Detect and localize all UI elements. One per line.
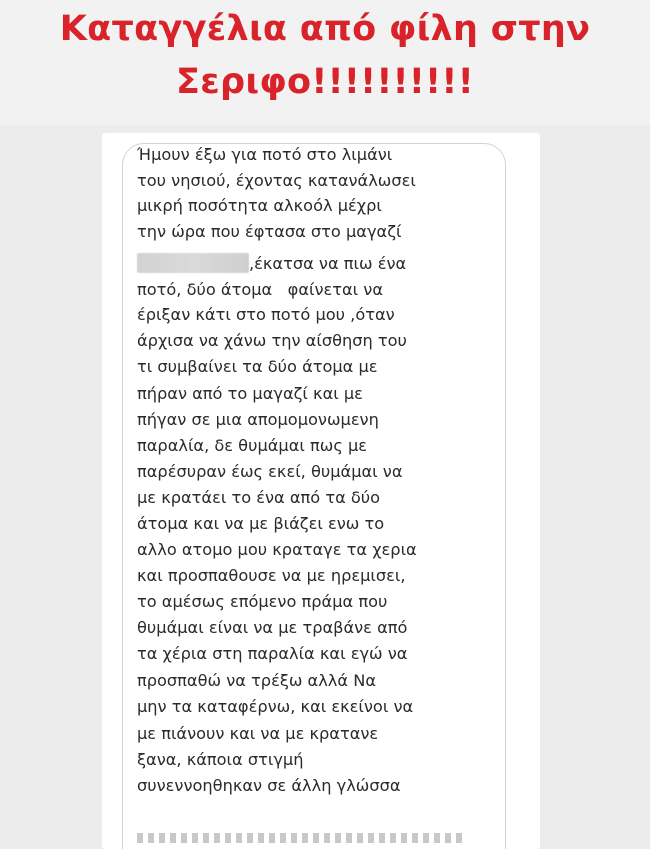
message-line: Ήμουν έξω για ποτό στο λιμάνι — [137, 145, 393, 164]
message-line: αλλο ατομο μου κραταγε τα χερια — [137, 540, 417, 559]
message-line: τα χέρια στη παραλία και εγώ να — [137, 644, 408, 663]
message-line: ξανα, κάποια στιγμή — [137, 750, 304, 769]
headline-line-1: Καταγγέλια από φίλη στην — [59, 9, 591, 49]
message-line-text: ,έκατσα να πιω ένα — [249, 254, 407, 273]
message-line: θυμάμαι είναι να με τραβάνε από — [137, 618, 408, 637]
header-banner — [0, 0, 650, 125]
message-line: μικρή ποσότητα αλκοόλ μέχρι — [137, 196, 382, 215]
message-line: άτομα και να με βιάζει ενω το — [137, 514, 385, 533]
message-line: πήγαν σε μια απομομονωμενη — [137, 410, 379, 429]
message-line-redacted — [137, 252, 406, 276]
message-screenshot — [102, 133, 540, 849]
message-line: άρχισα να χάνω την αίσθηση του — [137, 331, 407, 350]
message-line: προσπαθώ να τρέξω αλλά Να — [137, 671, 376, 690]
message-line: με κρατάει το ένα από τα δύο — [137, 488, 381, 507]
message-line: τι συμβαίνει τα δύο άτομα με — [137, 357, 378, 376]
message-line: συνεννοηθηκαν σε άλλη γλώσσα — [137, 776, 401, 795]
message-line: μην τα καταφέρνω, και εκείνοι να — [137, 697, 414, 716]
message-line: παραλία, δε θυμάμαι πως με — [137, 436, 368, 455]
message-line: παρέσυραν έως εκεί, θυμάμαι να — [137, 462, 403, 481]
message-line: πήραν από το μαγαζί και με — [137, 384, 363, 403]
redacted-name-blur — [137, 253, 249, 273]
message-line: του νησιού, έχοντας κατανάλωσει — [137, 171, 416, 190]
message-line: ποτό, δύο άτομα φαίνεται να — [137, 280, 384, 299]
message-line: με πιάνουν και να με κρατανε — [137, 724, 379, 743]
message-line: έριξαν κάτι στο ποτό μου ,όταν — [137, 305, 395, 324]
message-line: και προσπαθουσε να με ηρεμισει, — [137, 566, 406, 585]
message-line: την ώρα που έφτασα στο μαγαζί — [137, 222, 402, 241]
message-line: το αμέσως επόμενο πράμα που — [137, 592, 388, 611]
headline-line-2: Σεριφο!!!!!!!!!! — [176, 62, 474, 102]
